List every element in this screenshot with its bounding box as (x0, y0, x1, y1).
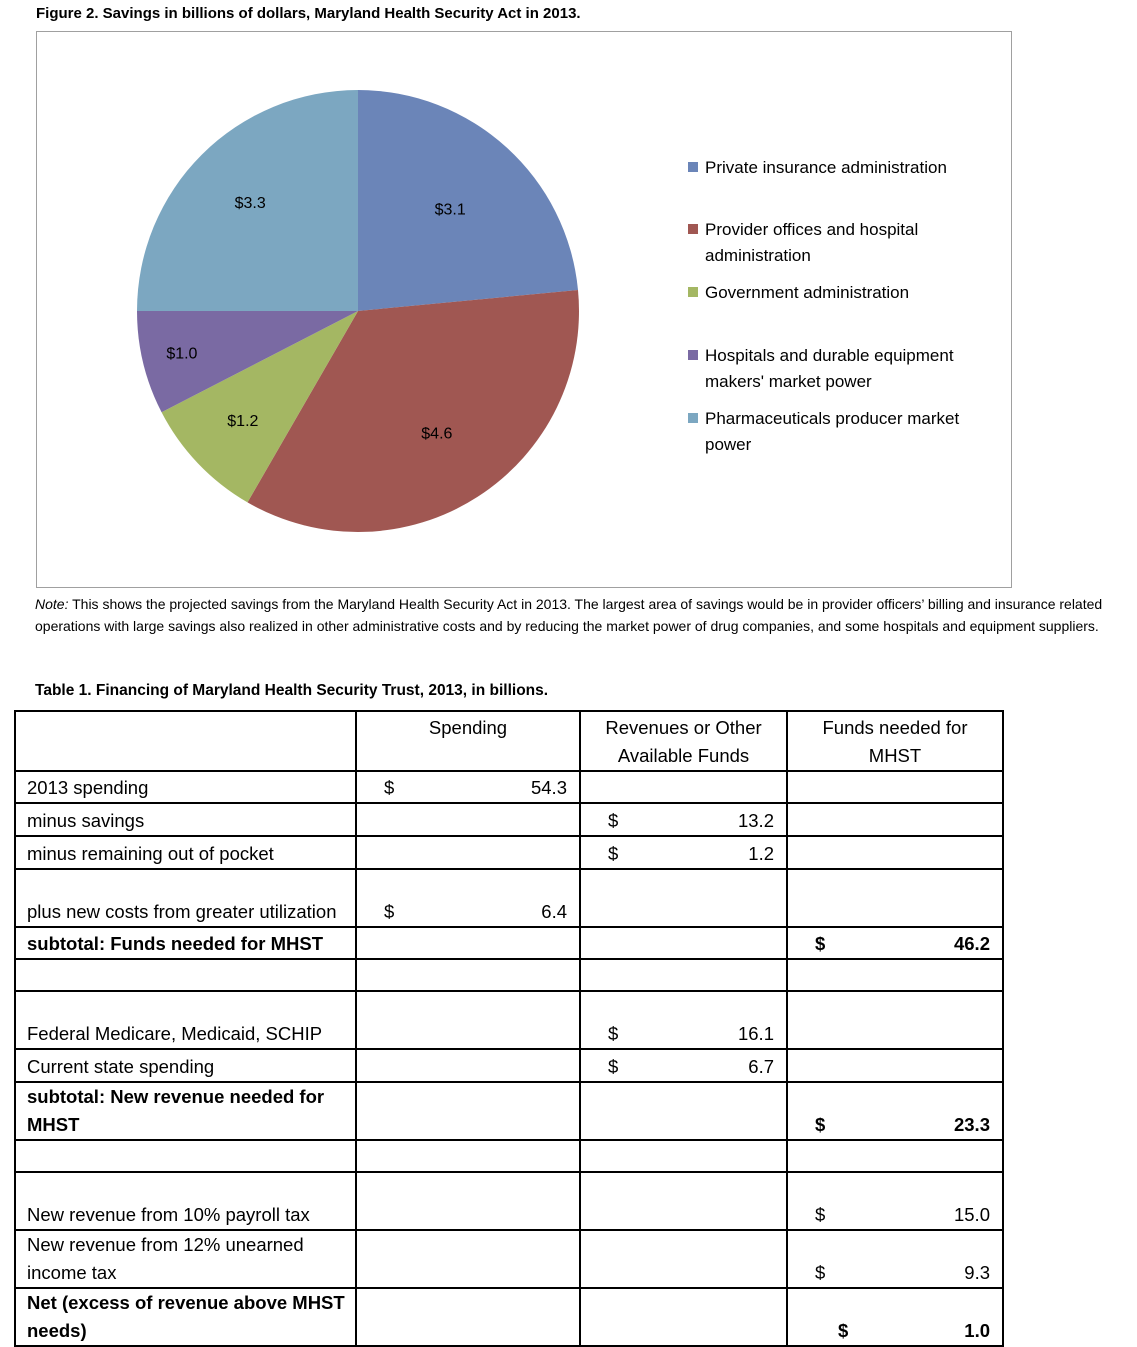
cell-funds (787, 1049, 1003, 1082)
legend-swatch-2 (688, 224, 698, 234)
cell-spending (356, 991, 580, 1049)
cell-spending (356, 1049, 580, 1082)
cell-spending (356, 803, 580, 836)
row-label: Current state spending (15, 1049, 356, 1082)
row-label: New revenue from 10% payroll tax (15, 1172, 356, 1230)
cell-funds (787, 991, 1003, 1049)
figure-title: Figure 2. Savings in billions of dollars, Maryland Health Security Act in 2013. (36, 5, 581, 22)
figure-note (35, 593, 1135, 637)
legend-label-5: power (705, 435, 752, 454)
cell-funds (787, 771, 1003, 803)
row-label: Net (excess of revenue above MHST needs) (15, 1288, 356, 1346)
table-row (15, 991, 1003, 1049)
cell-spending (356, 959, 580, 991)
cell-spending (356, 1172, 580, 1230)
cell-funds (787, 1140, 1003, 1172)
cell-revenues: $ 13.2 (580, 803, 787, 836)
legend-label-2: Provider offices and hospital (705, 220, 919, 239)
cell-spending (356, 836, 580, 869)
cell-revenues: $ 6.7 (580, 1049, 787, 1082)
pie-data-label-4: $1.0 (166, 345, 198, 363)
legend-swatch-1 (688, 162, 698, 172)
table-title: Table 1. Financing of Maryland Health Security Trust, 2013, in billions. (35, 682, 549, 699)
cell-spending (356, 1288, 580, 1346)
legend-label-4: makers' market power (705, 372, 872, 391)
cell-funds (787, 869, 1003, 927)
table-row (15, 927, 1003, 959)
cell-revenues: $ 1.2 (580, 836, 787, 869)
row-label: minus remaining out of pocket (15, 836, 356, 869)
row-label (15, 959, 356, 991)
cell-spending (356, 1230, 580, 1288)
table-header-cell: Revenues or Other Available Funds (580, 711, 787, 771)
pie-slice-1 (358, 90, 578, 311)
cell-revenues (580, 1140, 787, 1172)
cell-revenues (580, 771, 787, 803)
cell-revenues (580, 959, 787, 991)
table-row (15, 1082, 1003, 1140)
table-row (15, 869, 1003, 927)
cell-spending (356, 1082, 580, 1140)
cell-funds (787, 959, 1003, 991)
legend-label-2: administration (705, 246, 811, 265)
row-label: 2013 spending (15, 771, 356, 803)
table-row (15, 771, 1003, 803)
cell-revenues (580, 1230, 787, 1288)
row-label: Federal Medicare, Medicaid, SCHIP (15, 991, 356, 1049)
legend-label-5: Pharmaceuticals producer market (705, 409, 960, 428)
row-label: plus new costs from greater utilization (15, 869, 356, 927)
legend-label-4: Hospitals and durable equipment (705, 346, 954, 365)
table-row (15, 1172, 1003, 1230)
cell-funds: $ 23.3 (787, 1082, 1003, 1140)
legend-swatch-5 (688, 413, 698, 423)
cell-revenues: $ 16.1 (580, 991, 787, 1049)
cell-spending (356, 1140, 580, 1172)
legend-label-3: Government administration (705, 283, 910, 302)
table-header-cell (15, 711, 356, 771)
row-label: subtotal: New revenue needed for MHST (15, 1082, 356, 1140)
note-prefix: Note: (35, 596, 69, 612)
cell-funds: $ 15.0 (787, 1172, 1003, 1230)
table-row (15, 959, 1003, 991)
pie-data-label-2: $4.6 (421, 425, 453, 443)
cell-revenues (580, 1288, 787, 1346)
cell-funds: $ 9.3 (787, 1230, 1003, 1288)
cell-revenues (580, 869, 787, 927)
cell-revenues (580, 1082, 787, 1140)
cell-revenues (580, 1172, 787, 1230)
cell-funds (787, 836, 1003, 869)
table-header-cell: Spending (356, 711, 580, 771)
cell-funds: $ 46.2 (787, 927, 1003, 959)
legend-swatch-4 (688, 350, 698, 360)
cell-funds: $ 1.0 (787, 1288, 1003, 1346)
pie-chart-frame (36, 31, 1012, 588)
table-row (15, 1140, 1003, 1172)
table-header-row (15, 711, 1003, 771)
row-label: subtotal: Funds needed for MHST (15, 927, 356, 959)
table-row (15, 1288, 1003, 1346)
pie-data-label-3: $1.2 (227, 412, 259, 430)
financing-table (14, 710, 1004, 1347)
table-row (15, 803, 1003, 836)
cell-spending: $ 54.3 (356, 771, 580, 803)
cell-spending (356, 927, 580, 959)
legend-swatch-3 (688, 287, 698, 297)
pie-chart (37, 32, 1013, 589)
pie-data-label-5: $3.3 (234, 195, 266, 213)
cell-revenues (580, 927, 787, 959)
cell-spending: $ 6.4 (356, 869, 580, 927)
note-text: This shows the projected savings from the Maryland Health Security Act in 2013. The largest area of savings would be in provider officers’ billing and insurance related operations with large savings also realized in other administrative costs and by reducing the market power of drug companies, and some hospitals and equipment suppliers. (35, 596, 1103, 634)
row-label: minus savings (15, 803, 356, 836)
row-label: New revenue from 12% unearned income tax (15, 1230, 356, 1288)
table-header-cell: Funds needed for MHST (787, 711, 1003, 771)
table-row (15, 1049, 1003, 1082)
legend-label-1: Private insurance administration (705, 158, 947, 177)
cell-funds (787, 803, 1003, 836)
row-label (15, 1140, 356, 1172)
pie-data-label-1: $3.1 (434, 201, 466, 219)
table-row (15, 1230, 1003, 1288)
table-row (15, 836, 1003, 869)
